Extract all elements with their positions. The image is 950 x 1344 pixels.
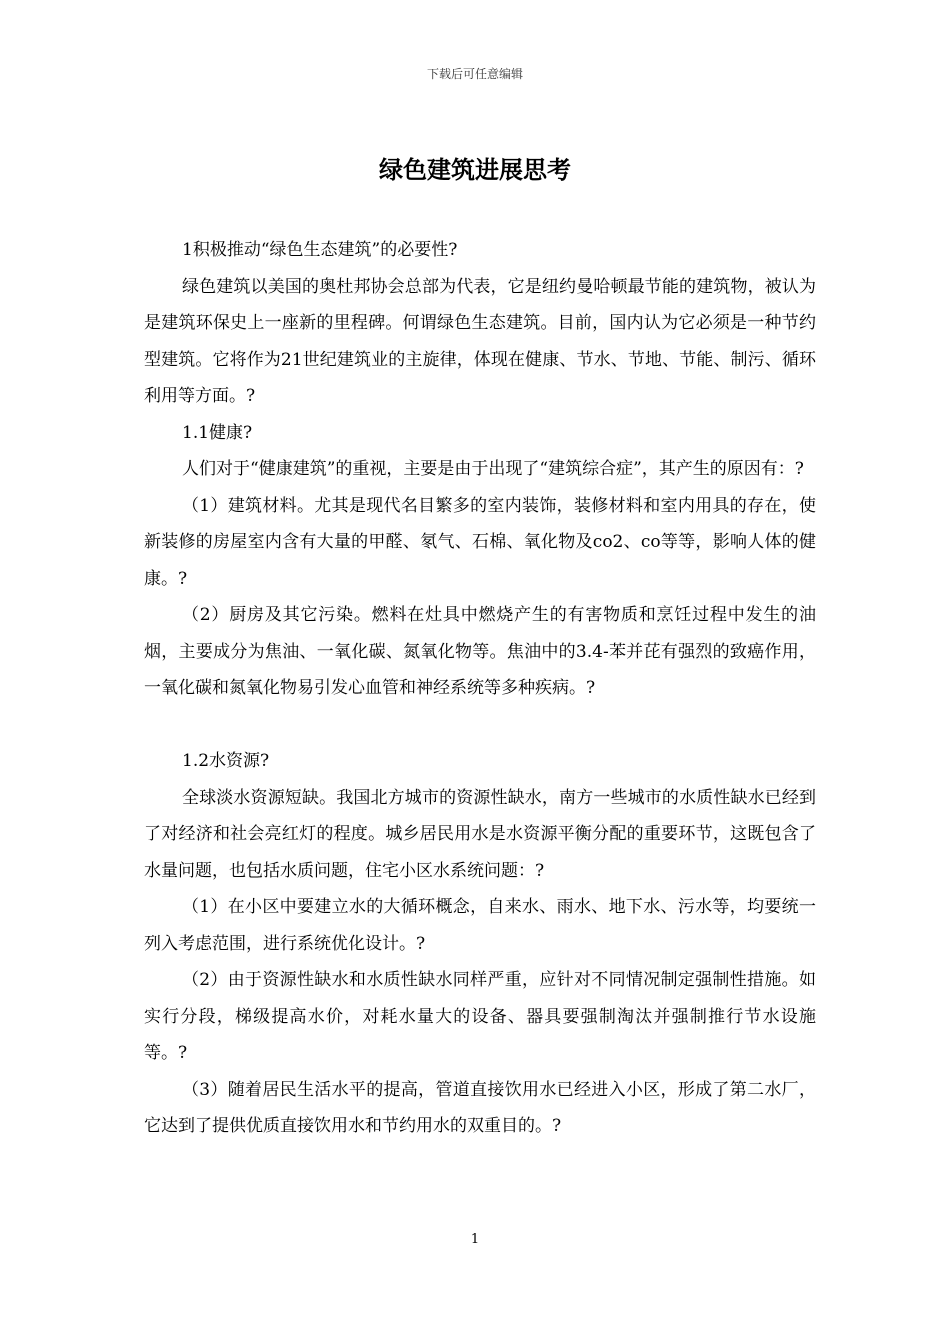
paragraph-health-intro: 人们对于“健康建筑”的重视，主要是由于出现了“建筑综合症”，其产生的原因有：? bbox=[182, 459, 804, 479]
section-heading-1-1: 1.1健康? bbox=[182, 422, 253, 443]
section-heading-1: 1积极推动“绿色生态建筑”的必要性? bbox=[182, 240, 458, 260]
document-body bbox=[144, 232, 816, 1145]
paragraph-water-intro: 全球淡水资源短缺。我国北方城市的资源性缺水，南方一些城市的水质性缺水已经到了对经济和社会亮红灯的程度。城乡居民用水是水资源平衡分配的重要环节，这既包含了水量问题，也包括水质问题，住宅小区水系统问题：? bbox=[144, 787, 816, 881]
paragraph-green-building-intro: 绿色建筑以美国的奥杜邦协会总部为代表，它是纽约曼哈顿最节能的建筑物，被认为是建筑环保史上一座新的里程碑。何谓绿色生态建筑。目前，国内认为它必须是一种节约型建筑。它将作为21世纪建筑业的主旋律，体现在健康、节水、节地、节能、制污、循环利用等方面。? bbox=[144, 276, 816, 406]
paragraph-kitchen-pollution: （2）厨房及其它污染。燃料在灶具中燃烧产生的有害物质和烹饪过程中发生的油烟，主要成分为焦油、一氧化碳、氮氧化物等。焦油中的3.4-苯并芘有强烈的致癌作用，一氧化碳和氮氧化物易引发心血管和神经系统等多种疾病。? bbox=[144, 605, 816, 698]
paragraph-building-materials: （1）建筑材料。尤其是现代名目繁多的室内装饰，装修材料和室内用具的存在，使新装修的房屋室内含有大量的甲醛、氡气、石棉、氧化物及co2、co等等，影响人体的健康。? bbox=[144, 495, 816, 589]
paragraph-water-cycle: （1）在小区中要建立水的大循环概念，自来水、雨水、地下水、污水等，均要统一列入考虑范围，进行系统优化设计。? bbox=[144, 897, 816, 954]
paragraph-water-measures: （2）由于资源性缺水和水质性缺水同样严重，应针对不同情况制定强制性措施。如实行分段，梯级提高水价，对耗水量大的设备、器具要强制淘汰并强制推行节水设施等。? bbox=[144, 970, 816, 1063]
section-heading-1-2: 1.2水资源? bbox=[182, 751, 270, 771]
document-title: 绿色建筑进展思考 bbox=[379, 156, 571, 184]
page-header: 下载后可任意编辑 bbox=[426, 67, 523, 81]
paragraph-drinking-water: （3）随着居民生活水平的提高，管道直接饮用水已经进入小区，形成了第二水厂，它达到了提供优质直接饮用水和节约用水的双重目的。? bbox=[144, 1079, 816, 1136]
page-number: 1 bbox=[470, 1232, 480, 1247]
